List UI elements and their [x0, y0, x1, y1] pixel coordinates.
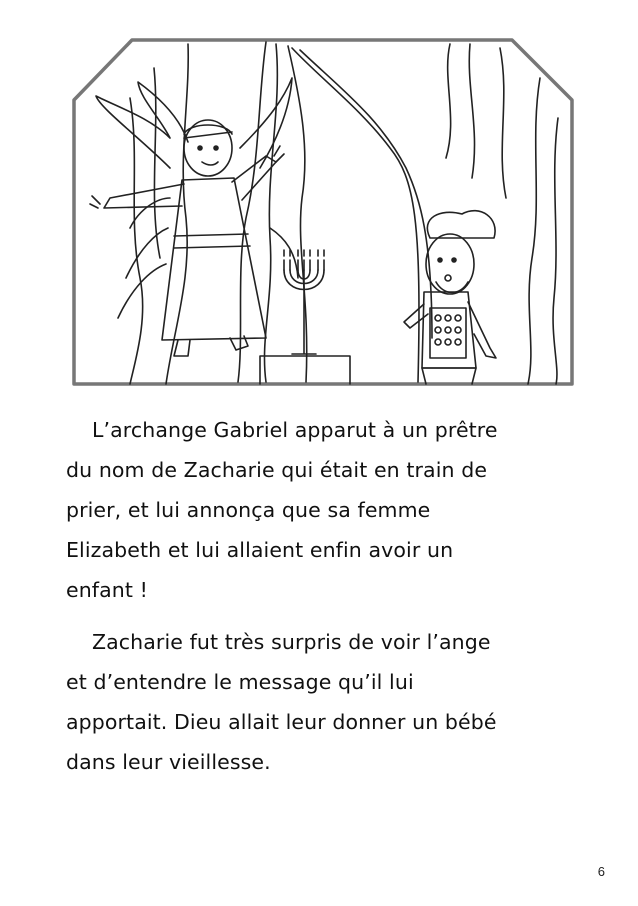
- story-illustration: [70, 38, 574, 388]
- frame-border: [74, 40, 572, 384]
- text-line: dans leur vieillesse.: [66, 750, 271, 774]
- text-line: Zacharie fut très surpris de voir l’ange: [92, 630, 491, 654]
- text-line: L’archange Gabriel apparut à un prêtre: [92, 418, 498, 442]
- curtains-icon: [130, 42, 558, 384]
- text-line: Elizabeth et lui allaient enfin avoir un: [66, 538, 454, 562]
- text-line: enfant !: [66, 578, 148, 602]
- story-text: [66, 410, 606, 782]
- text-line: prier, et lui annonça que sa femme: [66, 498, 431, 522]
- text-line: du nom de Zacharie qui était en train de: [66, 458, 488, 482]
- page-number: 6: [597, 864, 605, 879]
- text-line: et d’entendre le message qu’il lui: [66, 670, 414, 694]
- paragraph-2: [66, 622, 606, 782]
- menorah-icon: [260, 250, 350, 384]
- text-line: apportait. Dieu allait leur donner un bébé: [66, 710, 497, 734]
- paragraph-1: [66, 410, 606, 610]
